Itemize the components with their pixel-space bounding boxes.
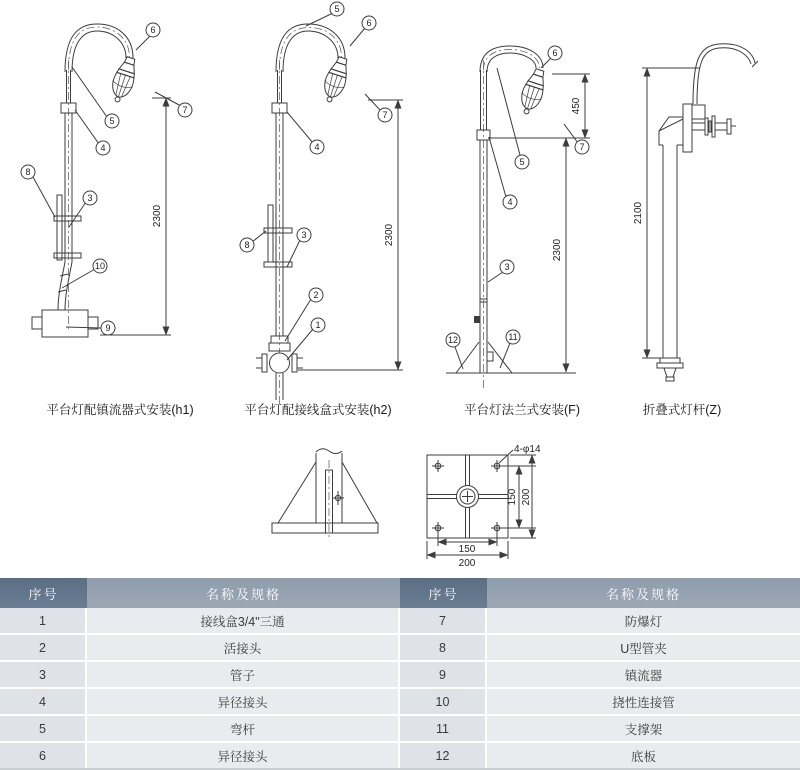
callout-4 <box>75 110 110 155</box>
elbow <box>659 117 683 145</box>
svg-text:8: 8 <box>244 240 250 250</box>
callout-3 <box>488 260 514 282</box>
callout-11 <box>500 330 520 368</box>
table-row <box>0 689 800 716</box>
dimension-2300-h1 <box>100 98 171 335</box>
bolt-hole <box>491 460 503 472</box>
dimension-2300-F <box>552 138 566 372</box>
dim-2300-label: 2300 <box>384 223 395 247</box>
callout-6 <box>136 23 160 50</box>
dimension-450 <box>488 74 590 138</box>
part-no: 8 <box>400 635 487 662</box>
svg-text:200: 200 <box>521 488 532 506</box>
dim-2300-label: 2300 <box>152 204 163 228</box>
callout-9 <box>66 321 115 335</box>
table-row <box>0 635 800 662</box>
callout-5 <box>306 2 344 26</box>
part-no: 1 <box>0 608 87 635</box>
dim-450-label: 450 <box>571 97 582 115</box>
hole-label-4-phi14: 4-φ14 <box>514 444 541 455</box>
callout-7 <box>365 94 392 122</box>
u-clamp-lower <box>54 253 81 258</box>
callout-2 <box>285 288 323 341</box>
svg-text:10: 10 <box>94 261 106 271</box>
figure-h2-label: 平台灯配接线盒式安装(h2) <box>244 403 392 417</box>
figure-Z-label: 折叠式灯杆(Z) <box>642 403 722 417</box>
base-side-view <box>272 449 378 540</box>
svg-text:5: 5 <box>334 4 340 14</box>
table-row <box>0 608 800 635</box>
svg-text:9: 9 <box>105 323 111 333</box>
part-name: 支撑架 <box>487 716 800 743</box>
fold-bracket <box>683 104 736 152</box>
part-name: 底板 <box>487 743 800 770</box>
svg-text:7: 7 <box>579 142 585 152</box>
svg-text:5: 5 <box>109 116 115 126</box>
part-name: 异径接头 <box>87 689 400 716</box>
part-name: 异径接头 <box>87 743 400 770</box>
dimension-2100 <box>633 68 700 358</box>
header-name-right: 名称及规格 <box>487 578 800 608</box>
dim-2300-label: 2300 <box>552 238 563 262</box>
part-name: U型管夹 <box>487 635 800 662</box>
figure-h2 <box>240 2 403 417</box>
callout-12 <box>446 333 463 369</box>
dim-2100-label: 2100 <box>633 201 644 225</box>
dim-bottom-150 <box>438 532 497 555</box>
part-name: 活接头 <box>87 635 400 662</box>
part-no: 6 <box>0 743 87 770</box>
svg-text:6: 6 <box>366 18 372 28</box>
parts-table-header <box>0 578 800 608</box>
figure-Z <box>633 44 758 417</box>
header-no-left: 序号 <box>0 578 87 608</box>
part-no: 4 <box>0 689 87 716</box>
callout-4 <box>489 137 517 209</box>
part-name: 镇流器 <box>487 662 800 689</box>
callout-8 <box>240 231 266 252</box>
part-no: 9 <box>400 662 487 689</box>
callout-6 <box>541 46 562 68</box>
support-channel <box>57 195 62 260</box>
svg-text:2: 2 <box>313 290 319 300</box>
svg-text:6: 6 <box>150 25 156 35</box>
table-row <box>0 716 800 743</box>
svg-text:7: 7 <box>182 105 188 115</box>
svg-text:3: 3 <box>301 230 307 240</box>
part-no: 7 <box>400 608 487 635</box>
cable-hook <box>693 44 758 104</box>
figure-F-label: 平台灯法兰式安装(F) <box>464 403 580 417</box>
part-name: 接线盒3/4"三通 <box>87 608 400 635</box>
part-no: 11 <box>400 716 487 743</box>
callout-3 <box>69 191 97 227</box>
table-row <box>0 662 800 689</box>
svg-text:200: 200 <box>458 558 476 569</box>
hole-callout <box>499 444 541 463</box>
part-no: 2 <box>0 635 87 662</box>
callout-3 <box>287 228 311 267</box>
flange-top-view <box>427 444 541 569</box>
callout-8 <box>21 165 55 217</box>
header-no-right: 序号 <box>400 578 487 608</box>
parts-table <box>0 578 800 770</box>
part-no: 10 <box>400 689 487 716</box>
callout-5 <box>497 68 529 169</box>
svg-text:12: 12 <box>447 335 459 345</box>
figure-F <box>446 46 590 417</box>
part-no: 12 <box>400 743 487 770</box>
svg-text:4: 4 <box>100 143 106 153</box>
part-no: 5 <box>0 716 87 743</box>
u-clamp-upper <box>54 216 81 221</box>
figure-h1 <box>21 23 194 417</box>
svg-text:3: 3 <box>504 262 510 272</box>
callout-1 <box>287 318 325 360</box>
svg-text:3: 3 <box>87 193 93 203</box>
header-name-left: 名称及规格 <box>87 578 400 608</box>
ballast-box <box>32 310 98 337</box>
table-row <box>0 743 800 770</box>
part-name: 管子 <box>87 662 400 689</box>
callout-4 <box>287 112 324 154</box>
part-name: 挠性连接管 <box>487 689 800 716</box>
flange-base <box>446 342 576 373</box>
svg-text:150: 150 <box>458 544 476 555</box>
svg-text:6: 6 <box>552 48 558 58</box>
svg-text:5: 5 <box>519 157 525 167</box>
bolt-hole <box>432 460 444 472</box>
part-no: 3 <box>0 662 87 689</box>
svg-text:7: 7 <box>382 110 388 120</box>
callout-7 <box>155 92 192 117</box>
pole-base-fitting <box>657 358 683 381</box>
figure-h1-label: 平台灯配镇流器式安装(h1) <box>46 403 194 417</box>
svg-text:150: 150 <box>507 488 518 506</box>
svg-text:4: 4 <box>507 197 513 207</box>
svg-text:4: 4 <box>314 142 320 152</box>
svg-text:8: 8 <box>25 167 31 177</box>
part-name: 弯杆 <box>87 716 400 743</box>
callout-5 <box>72 67 119 128</box>
svg-text:1: 1 <box>315 320 321 330</box>
svg-text:11: 11 <box>508 332 518 342</box>
part-name: 防爆灯 <box>487 608 800 635</box>
callout-6 <box>350 16 376 46</box>
